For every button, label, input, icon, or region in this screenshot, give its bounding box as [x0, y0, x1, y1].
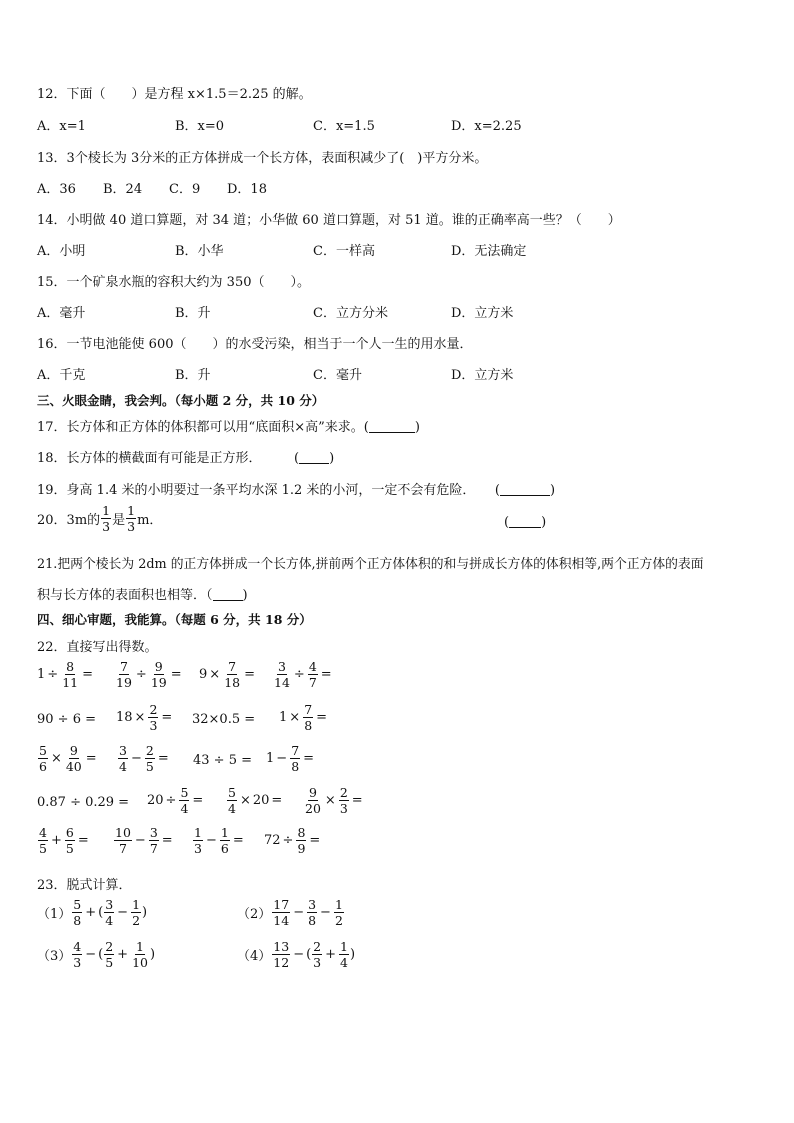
- q21-line-1: 21.把两个棱长为 2dm 的正方体拼成一个长方体,拼前两个正方体体积的和与拼成长方体的体积相等,两个正方体的表面: [37, 557, 704, 572]
- minus-sign: −: [117, 905, 129, 921]
- div-sign: ÷: [293, 667, 305, 683]
- numerator: 9: [308, 785, 317, 800]
- denominator: 11: [62, 675, 79, 691]
- equals-sign: =: [316, 710, 328, 726]
- denominator: 40: [65, 759, 82, 775]
- q21-close-paren: ): [242, 588, 248, 603]
- operand: 1: [37, 667, 46, 683]
- denominator: 5: [105, 955, 114, 971]
- right-paren: ): [142, 905, 148, 921]
- operand: 72: [264, 833, 281, 849]
- q17-answer-blank[interactable]: [369, 420, 415, 433]
- fraction: [149, 826, 159, 855]
- div-sign: ÷: [282, 833, 294, 849]
- fraction: [307, 898, 317, 927]
- numerator: 8: [66, 659, 75, 674]
- q19-text: 19．身高 1.4 米的小明要过一条平均水深 1.2 米的小河，一定不会有危险． (: [37, 483, 500, 498]
- q20-close-paren: ): [541, 515, 547, 530]
- mul-sign: ×: [134, 710, 146, 726]
- numerator: 1: [220, 825, 229, 840]
- equals-sign: =: [192, 793, 204, 809]
- q20-mid: 是: [112, 513, 126, 529]
- denominator: 8: [73, 913, 82, 929]
- operand: 20: [252, 793, 270, 809]
- calc-r4c3: [226, 786, 284, 815]
- fraction: [273, 660, 291, 689]
- fraction: [272, 940, 290, 969]
- numerator: 17: [273, 897, 290, 912]
- denominator: 6: [39, 759, 47, 775]
- calc-r4c2: [147, 786, 205, 815]
- q18: [37, 447, 334, 466]
- q13-option-a[interactable]: A．36: [37, 182, 76, 197]
- equals-sign: =: [232, 833, 244, 849]
- operand: 1: [279, 710, 288, 726]
- problem-label: （4）: [237, 949, 272, 965]
- denominator: 3: [313, 955, 322, 971]
- calc-r2c2: [116, 703, 174, 732]
- fraction: [150, 660, 168, 689]
- numerator: 2: [149, 702, 158, 717]
- problem-label: （2）: [237, 907, 272, 923]
- numerator: 4: [73, 939, 82, 954]
- plus-sign: +: [117, 947, 129, 963]
- denominator: 3: [73, 955, 82, 971]
- numerator: 5: [180, 785, 189, 800]
- minus-sign: −: [320, 905, 331, 921]
- step-p3: [37, 940, 155, 969]
- numerator: 7: [228, 659, 237, 674]
- step-p1: [37, 898, 147, 927]
- calc-r5c3: [192, 826, 246, 855]
- numerator: 2: [313, 939, 322, 954]
- q12-option-d[interactable]: D．x=2.25: [451, 119, 522, 134]
- calc-r1c3: [199, 660, 257, 689]
- denominator: 14: [274, 675, 290, 691]
- q16-option-a[interactable]: A．千克: [37, 368, 86, 383]
- denominator: 9: [297, 841, 306, 857]
- calc-r4c1: 0.87 ÷ 0.29 =: [37, 795, 130, 810]
- numerator: 3: [277, 659, 286, 674]
- fraction: [296, 826, 306, 855]
- q20-answer-blank[interactable]: [509, 515, 541, 528]
- numerator: 1: [340, 939, 348, 954]
- q20-frac1-den: 3: [102, 519, 111, 535]
- numerator: 3: [308, 897, 317, 912]
- plus-sign: +: [50, 833, 62, 849]
- numerator: 1: [136, 939, 144, 954]
- numerator: 3: [149, 825, 158, 840]
- q14-option-a[interactable]: A．小明: [37, 244, 86, 259]
- mul-sign: ×: [239, 793, 251, 809]
- fraction: [131, 940, 149, 969]
- fraction: [115, 660, 133, 689]
- equals-sign: =: [271, 793, 283, 809]
- q12-option-a[interactable]: A．x=1: [37, 119, 86, 134]
- q13-option-b[interactable]: B．24: [103, 182, 143, 197]
- denominator: 5: [39, 841, 47, 857]
- numerator: 5: [228, 785, 236, 800]
- q17: [37, 416, 420, 435]
- numerator: 6: [65, 825, 74, 840]
- denominator: 19: [116, 675, 132, 691]
- minus-sign: −: [293, 905, 305, 921]
- q23-title: 23．脱式计算．: [37, 878, 132, 893]
- equals-sign: =: [351, 793, 363, 809]
- q20-suffix: m．: [137, 513, 163, 529]
- q21-text: 积与长方体的表面积也相等．（: [37, 588, 213, 603]
- q12-stem: 12．下面（ ）是方程 x×1.5＝2.25 的解。: [37, 87, 312, 102]
- equals-sign: =: [161, 833, 173, 849]
- fraction: [38, 744, 48, 773]
- denominator: 14: [273, 913, 290, 929]
- denominator: 4: [340, 955, 348, 971]
- fraction: [72, 940, 82, 969]
- fraction: [118, 744, 128, 773]
- q13-stem: 13．3个棱长为 3分米的正方体拼成一个长方体，表面积减少了( )平方分米。: [37, 151, 488, 166]
- q18-text: 18．长方体的横截面有可能是正方形． (: [37, 451, 300, 466]
- q17-close-paren: ): [414, 420, 420, 435]
- denominator: 6: [220, 841, 229, 857]
- q14-option-b[interactable]: B．小华: [175, 244, 224, 259]
- minus-sign: −: [134, 833, 146, 849]
- q20-answer: ( ): [504, 515, 547, 530]
- fraction: [220, 826, 230, 855]
- q21-answer-blank[interactable]: [213, 588, 243, 601]
- fraction: [308, 660, 318, 689]
- denominator: 10: [132, 955, 148, 971]
- denominator: 8: [304, 718, 313, 734]
- equals-sign: =: [161, 710, 173, 726]
- denominator: 7: [149, 841, 158, 857]
- fraction: [114, 826, 132, 855]
- minus-sign: −: [293, 947, 305, 963]
- q22-title: 22．直接写出得数。: [37, 640, 158, 655]
- operand: 18: [116, 710, 133, 726]
- q18-answer-blank[interactable]: [299, 451, 329, 464]
- fraction: [104, 940, 114, 969]
- operand: 1: [266, 751, 275, 767]
- equals-sign: =: [303, 751, 315, 767]
- denominator: 4: [105, 913, 114, 929]
- q12-option-c[interactable]: C．x=1.5: [313, 119, 375, 134]
- equals-sign: =: [77, 833, 89, 849]
- problem-label: （3）: [37, 949, 72, 965]
- q20-fraction-1: [101, 504, 111, 533]
- calc-r5c4: [264, 826, 322, 855]
- section-4-heading: 四、细心审题，我能算。（每题 6 分，共 18 分）: [37, 612, 312, 627]
- q14-stem: 14．小明做 40 道口算题，对 34 道；小华做 60 道口算题，对 51 道。谁的正确率高一些？（ ）: [37, 213, 621, 228]
- numerator: 3: [119, 743, 127, 758]
- q15-option-d[interactable]: D．立方米: [451, 306, 514, 321]
- minus-sign: −: [130, 751, 142, 767]
- q15-option-b[interactable]: B．升: [175, 306, 211, 321]
- step-p4: [237, 940, 355, 969]
- denominator: 2: [334, 913, 343, 929]
- denominator: 3: [339, 801, 348, 817]
- denominator: 2: [132, 913, 141, 929]
- step-p2: [237, 898, 345, 927]
- fraction: [38, 826, 48, 855]
- q20-frac2-den: 3: [127, 519, 136, 535]
- equals-sign: =: [85, 751, 97, 767]
- numerator: 5: [39, 743, 47, 758]
- fraction: [145, 744, 155, 773]
- q19-answer-blank[interactable]: [500, 483, 550, 496]
- fraction: [303, 703, 313, 732]
- calc-r1c1: [37, 660, 95, 689]
- q20-prefix: 20．3m的: [37, 513, 101, 529]
- numerator: 9: [69, 743, 78, 758]
- denominator: 3: [149, 718, 158, 734]
- calc-r3c1: [37, 744, 99, 773]
- q13-option-d[interactable]: D．18: [227, 182, 267, 197]
- q14-option-c[interactable]: C．一样高: [313, 244, 375, 259]
- minus-sign: −: [276, 751, 288, 767]
- numerator: 7: [119, 659, 128, 674]
- denominator: 3: [194, 841, 202, 857]
- denominator: 12: [273, 955, 290, 971]
- mul-sign: ×: [289, 710, 301, 726]
- numerator: 2: [145, 743, 154, 758]
- minus-sign: −: [85, 947, 97, 963]
- section-3-heading: 三、火眼金睛，我会判。（每小题 2 分，共 10 分）: [37, 393, 325, 408]
- fraction: [339, 786, 349, 815]
- mul-sign: ×: [209, 667, 221, 683]
- denominator: 7: [308, 675, 317, 691]
- fraction: [312, 940, 322, 969]
- numerator: 5: [73, 897, 82, 912]
- problem-label: （1）: [37, 907, 72, 923]
- fraction: [148, 703, 158, 732]
- numerator: 7: [291, 743, 300, 758]
- left-paren: (: [98, 905, 104, 921]
- fraction: [131, 898, 141, 927]
- q20: [37, 504, 162, 533]
- numerator: 1: [194, 825, 202, 840]
- fraction: [290, 744, 300, 773]
- equals-sign: =: [82, 667, 93, 683]
- equals-sign: =: [244, 667, 255, 683]
- q18-close-paren: ): [329, 451, 335, 466]
- numerator: 4: [39, 825, 47, 840]
- q16-stem: 16．一节电池能使 600（ ）的水受污染，相当于一个人一生的用水量．: [37, 337, 473, 352]
- denominator: 8: [291, 759, 300, 775]
- denominator: 4: [228, 801, 236, 817]
- q16-option-b[interactable]: B．升: [175, 368, 211, 383]
- q20-frac1-num: 1: [102, 503, 111, 518]
- calc-r5c1: [37, 826, 91, 855]
- right-paren: ): [149, 947, 156, 963]
- operand: 20: [147, 793, 164, 809]
- q15-option-c[interactable]: C．立方分米: [313, 306, 388, 321]
- q20-frac2-num: 1: [127, 503, 136, 518]
- calc-r2c3: 32×0.5 =: [192, 712, 256, 727]
- equals-sign: =: [170, 667, 182, 683]
- q14-option-d[interactable]: D．无法确定: [451, 244, 527, 259]
- fraction: [334, 898, 344, 927]
- denominator: 5: [65, 841, 74, 857]
- calc-r3c2: [117, 744, 171, 773]
- q15-stem: 15．一个矿泉水瓶的容积大约为 350（ ）。: [37, 275, 310, 290]
- numerator: 8: [297, 825, 306, 840]
- numerator: 2: [339, 785, 348, 800]
- right-paren: ): [349, 947, 356, 963]
- fraction: [304, 786, 322, 815]
- q12-option-b[interactable]: B．x=0: [175, 119, 225, 134]
- numerator: 1: [334, 897, 343, 912]
- numerator: 7: [304, 702, 313, 717]
- mul-sign: ×: [324, 793, 336, 809]
- equals-sign: =: [309, 833, 321, 849]
- denominator: 4: [119, 759, 127, 775]
- q16-option-d[interactable]: D．立方米: [451, 368, 514, 383]
- calc-r2c1: 90 ÷ 6 =: [37, 712, 96, 727]
- numerator: 10: [115, 825, 131, 840]
- denominator: 18: [224, 675, 241, 691]
- denominator: 4: [180, 801, 189, 817]
- minus-sign: −: [205, 833, 217, 849]
- q20-fraction-2: [126, 504, 136, 533]
- calc-r1c2: [114, 660, 184, 689]
- numerator: 2: [105, 939, 114, 954]
- calc-r5c2: [113, 826, 175, 855]
- q19-close-paren: ): [550, 483, 556, 498]
- q15-option-a[interactable]: A．毫升: [37, 306, 86, 321]
- q17-text: 17．长方体和正方体的体积都可以用“底面积×高”来求。(: [37, 420, 369, 435]
- equals-sign: =: [320, 667, 332, 683]
- q19: [37, 479, 555, 498]
- fraction: [179, 786, 189, 815]
- fraction: [223, 660, 241, 689]
- numerator: 9: [154, 659, 163, 674]
- numerator: 1: [132, 897, 141, 912]
- fraction: [65, 744, 83, 773]
- calc-r1c4: [272, 660, 334, 689]
- numerator: 3: [105, 897, 114, 912]
- calc-r3c3: 43 ÷ 5 =: [193, 753, 252, 768]
- calc-r2c4: [279, 703, 329, 732]
- left-paren: (: [306, 947, 312, 963]
- mul-sign: ×: [50, 751, 62, 767]
- fraction: [272, 898, 290, 927]
- div-sign: ÷: [165, 793, 177, 809]
- numerator: 13: [273, 939, 290, 954]
- fraction: [339, 940, 349, 969]
- plus-sign: +: [325, 947, 337, 963]
- operand: 9: [199, 667, 208, 683]
- q21-line-2: [37, 584, 248, 603]
- fraction: [61, 660, 79, 689]
- plus-sign: +: [85, 905, 97, 921]
- q16-option-c[interactable]: C．毫升: [313, 368, 362, 383]
- fraction: [72, 898, 82, 927]
- denominator: 20: [305, 801, 321, 817]
- div-sign: ÷: [135, 667, 147, 683]
- div-sign: ÷: [47, 667, 59, 683]
- fraction: [227, 786, 237, 815]
- denominator: 19: [150, 675, 167, 691]
- left-paren: (: [98, 947, 104, 963]
- denominator: 7: [118, 841, 127, 857]
- numerator: 4: [308, 659, 317, 674]
- fraction: [193, 826, 203, 855]
- calc-r3c4: [266, 744, 316, 773]
- fraction: [104, 898, 114, 927]
- fraction: [65, 826, 75, 855]
- q13-option-c[interactable]: C．9: [169, 182, 201, 197]
- equals-sign: =: [157, 751, 169, 767]
- calc-r4c4: [303, 786, 365, 815]
- denominator: 5: [145, 759, 154, 775]
- denominator: 8: [308, 913, 317, 929]
